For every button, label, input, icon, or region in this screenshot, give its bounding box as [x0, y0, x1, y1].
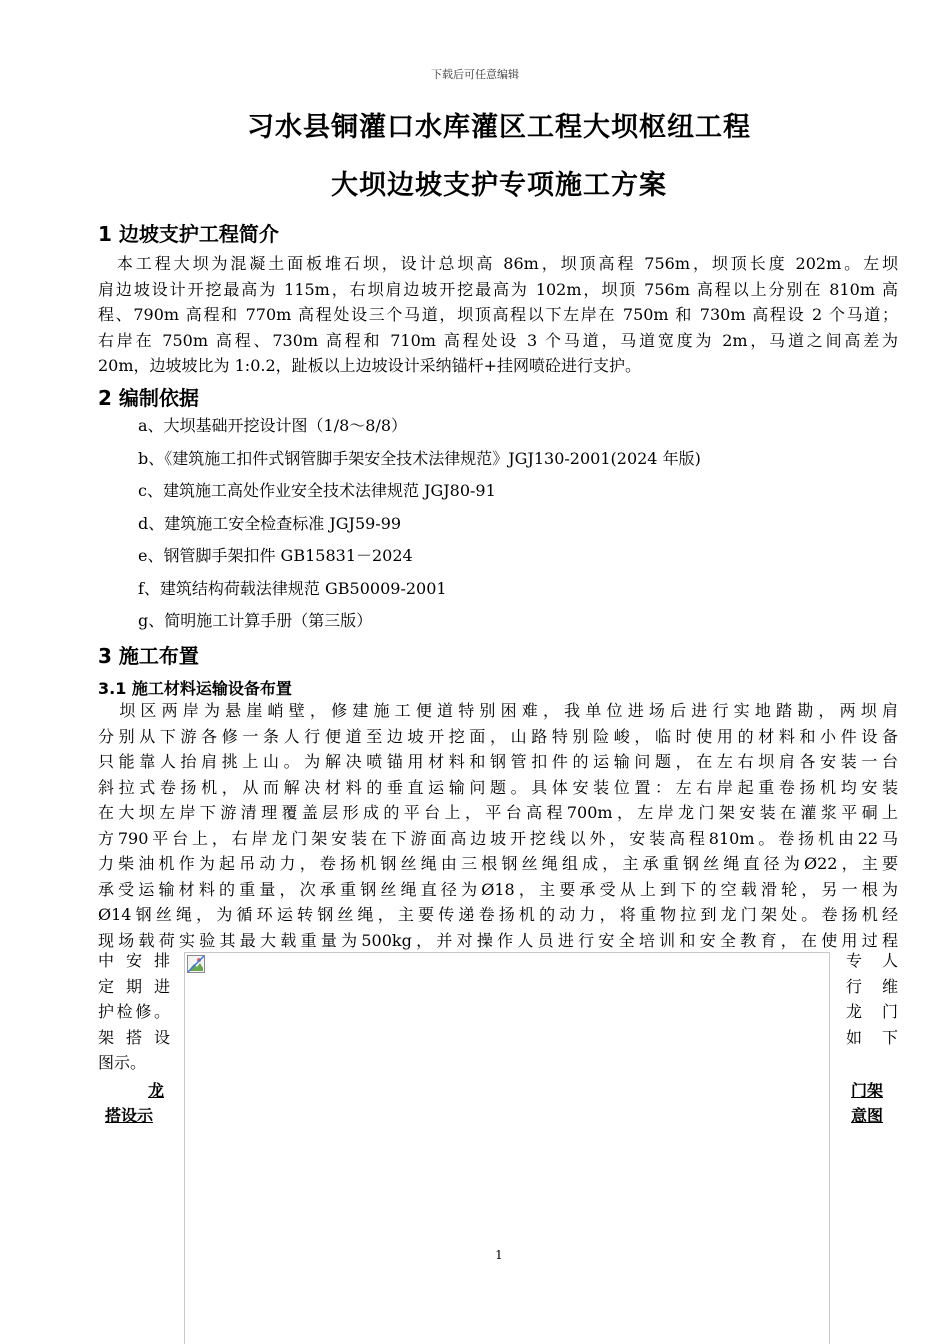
wrap-line: 架搭设: [98, 1027, 170, 1047]
body-line: 承受运输材料的重量，次承重钢丝绳直径为Ø18，主要承受从上到下的空载滑轮，另一根为: [98, 879, 898, 899]
body-line: 在大坝左岸下游清理覆盖层形成的平台上，平台高程700m，左岸龙门架安装在灌浆平硐上: [98, 803, 898, 822]
wrap-line: 龙门: [846, 1002, 898, 1021]
page-header: 下载后可任意编辑: [431, 68, 519, 81]
body-line: 20m，边坡坡比为 1:0.2，趾板以上边坡设计采纳锚杆+挂网喷砼进行支护。: [98, 356, 642, 375]
wrap-line: 行维: [846, 976, 898, 996]
wrap-line: 如下: [846, 1027, 898, 1047]
body-line: 斜拉式卷扬机，从而解决材料的垂直运输问题。具体安装位置：左右岸起重卷扬机均安装: [98, 777, 898, 797]
reference-item: e、钢管脚手架扣件 GB15831－2024: [138, 546, 413, 565]
body-line: 力柴油机作为起吊动力，卷扬机钢丝绳由三根钢丝绳组成，主承重钢丝绳直径为Ø22，主要: [98, 854, 898, 873]
body-line: 右岸在 750m 高程、730m 高程和 710m 高程处设 3 个马道，马道宽度为 2m，马道之间高差为: [98, 330, 898, 350]
section-1-body: [98, 251, 898, 379]
wrap-line: 护检修。: [98, 1002, 170, 1021]
body-line: Ø14钢丝绳，为循环运转钢丝绳，主要传递卷扬机的动力，将重物拉到龙门架处。卷扬机经: [98, 905, 898, 924]
broken-image-icon: [187, 955, 205, 973]
reference-item: b、《建筑施工扣件式钢管脚手架安全技术法律规范》JGJ130-2001(2024 年版): [138, 448, 701, 468]
wrap-line: 中安排: [98, 951, 170, 970]
body-line: 肩边坡设计开挖最高为 115m，右坝肩边坡开挖最高为 102m，坝顶 756m 高程以上分别在 810m 高: [98, 279, 898, 299]
body-line: 坝区两岸为悬崖峭壁，修建施工便道特别困难，我单位进场后进行实地踏勘，两坝肩: [98, 701, 898, 720]
figure-caption-left: 龙: [147, 1080, 164, 1100]
wrap-line: 专人: [846, 951, 898, 970]
section-2-heading: 2 编制依据: [98, 386, 199, 410]
wrap-line: 定期进: [98, 976, 170, 996]
reference-item: a、大坝基础开挖设计图（1/8～8/8）: [138, 416, 408, 435]
body-line: 程、790m 高程和 770m 高程处设三个马道，坝顶高程以下左岸在 750m 和 730m 高程设 2 个马道；: [98, 305, 898, 324]
body-line: 分别从下游各修一条人行便道至边坡开挖面，山路特别险峻，临时使用的材料和小件设备: [98, 726, 898, 746]
reference-list: [138, 410, 701, 638]
reference-item: f、建筑结构荷载法律规范 GB50009-2001: [138, 578, 447, 598]
page-number: 1: [495, 1248, 503, 1262]
figure-caption-right: 意图: [851, 1106, 884, 1125]
section-3-heading: 3 施工布置: [98, 644, 199, 668]
body-line: 现场载荷实验其最大载重量为500kg，并对操作人员进行安全培训和安全教育，在使用过程: [98, 930, 898, 950]
section-3-1-heading: 3.1 施工材料运输设备布置: [98, 679, 292, 698]
left-wrap-text: [98, 948, 170, 1129]
figure-caption-right: 门架: [851, 1080, 884, 1100]
right-wrap-text: [846, 948, 898, 1129]
document-subtitle: 大坝边坡支护专项施工方案: [331, 170, 667, 201]
reference-item: d、建筑施工安全检查标准 JGJ59-99: [138, 513, 402, 533]
section-1-heading: 1 边坡支护工程简介: [98, 222, 279, 246]
figure-caption-left: 搭设示: [105, 1106, 154, 1125]
section-3-1-body: [98, 698, 898, 953]
reference-item: g、简明施工计算手册（第三版）: [138, 611, 373, 630]
document-title: 习水县铜灌口水库灌区工程大坝枢纽工程: [247, 112, 751, 143]
body-line: 方790平台上，右岸龙门架安装在下游面高边坡开挖线以外，安装高程810m。卷扬机由22马: [98, 828, 898, 848]
body-line: 本工程大坝为混凝土面板堆石坝，设计总坝高 86m，坝顶高程 756m，坝顶长度 202m。左坝: [98, 254, 898, 273]
reference-item: c、建筑施工高处作业安全技术法律规范 JGJ80-91: [138, 481, 496, 500]
gantry-diagram-placeholder: [184, 952, 830, 1344]
body-line: 只能靠人抬肩挑上山。为解决喷锚用材料和钢管扣件的运输问题，在左右坝肩各安装一台: [98, 752, 898, 771]
wrap-line: 图示。: [98, 1053, 147, 1072]
